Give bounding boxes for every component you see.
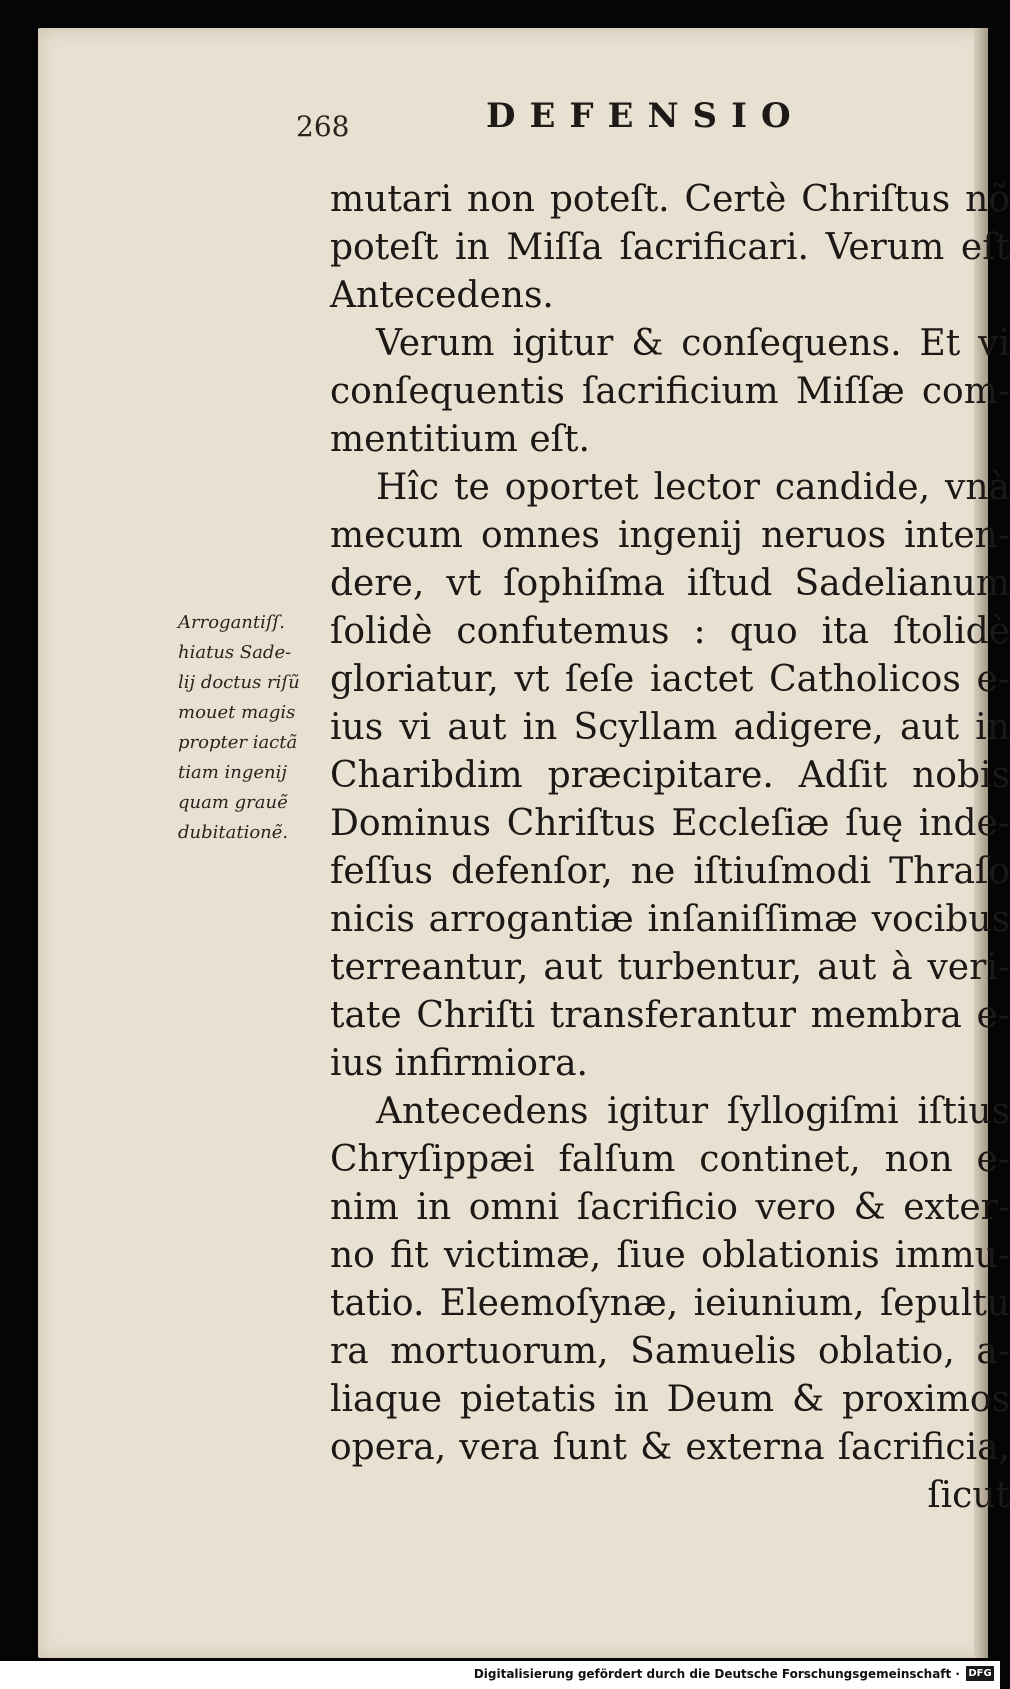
marginal-note-line: propter iactã	[178, 732, 298, 753]
text-line: dere, vt ſophiſma iſtud Sadelianum	[330, 563, 1010, 604]
text-line: ius vi aut in Scyllam adigere, aut in	[330, 707, 1010, 748]
text-line: gloriatur, vt ſeſe iactet Catholicos e-	[330, 659, 1010, 700]
text-line: terreantur, aut turbentur, aut à veri-	[330, 947, 1010, 988]
marginal-note-line: quam grauẽ	[178, 792, 288, 813]
catchword: ſicut	[927, 1475, 1010, 1516]
marginal-note	[178, 608, 320, 848]
text-line: nim in omni ſacrificio vero & exter-	[330, 1187, 1010, 1228]
text-line: mecum omnes ingenij neruos inten-	[330, 515, 1010, 556]
text-line: no fit victimæ, ſiue oblationis immu-	[330, 1235, 1010, 1276]
footer-bar	[0, 1661, 1000, 1689]
text-line: liaque pietatis in Deum & proximos	[330, 1379, 1010, 1420]
text-line: Dominus Chriſtus Eccleſiæ ſuę inde-	[330, 803, 1010, 844]
text-line: Chryſippæi falſum continet, non e-	[330, 1139, 1010, 1180]
running-head: DEFENSIO	[486, 96, 805, 136]
text-line: Antecedens igitur ſyllogiſmi iſtius	[376, 1091, 1010, 1132]
page-header	[296, 96, 896, 146]
text-line: tatio. Eleemoſynæ, ieiunium, ſepultu	[330, 1283, 1010, 1324]
marginal-note-line: mouet magis	[178, 702, 296, 723]
text-line: Charibdim præcipitare. Adſit nobis	[330, 755, 1010, 796]
text-line: mutari non poteſt. Certè Chriſtus nõ	[330, 179, 1010, 220]
text-line: opera, vera ſunt & externa ſacrificia,	[330, 1427, 1010, 1468]
marginal-note-line: hiatus Sade-	[178, 642, 292, 663]
text-line: ra mortuorum, Samuelis oblatio, a-	[330, 1331, 1010, 1372]
funding-credit: Digitalisierung gefördert durch die Deutsche Forschungsgemeinschaft ·	[473, 1667, 960, 1681]
text-line: poteſt in Miſſa ſacrificari. Verum eſt	[330, 227, 1010, 268]
marginal-note-line: lij doctus riſũ	[178, 672, 300, 693]
text-line: Antecedens.	[330, 275, 554, 316]
body-text	[330, 176, 1010, 1520]
text-line: nicis arrogantiæ inſaniſſimæ vocibus	[330, 899, 1010, 940]
text-line: ius infirmiora.	[330, 1043, 588, 1084]
book-page	[38, 28, 1010, 1658]
text-line: Hîc te oportet lector candide, vnà	[376, 467, 1010, 508]
text-line: ſolidè confutemus : quo ita ſtolidè	[330, 611, 1010, 652]
page-number: 268	[296, 110, 350, 143]
text-line: conſequentis ſacrificium Miſſæ com-	[330, 371, 1010, 412]
marginal-note-line: dubitationẽ.	[178, 822, 289, 843]
dfg-logo: DFG	[966, 1666, 994, 1681]
text-line: tate Chriſti transferantur membra e-	[330, 995, 1010, 1036]
marginal-note-line: tiam ingenij	[178, 762, 287, 783]
text-line: Verum igitur & conſequens. Et vi	[376, 323, 1010, 364]
text-line: feſſus defenſor, ne iſtiuſmodi Thraſo	[330, 851, 1010, 892]
marginal-note-line: Arrogantiſſ.	[178, 612, 285, 633]
text-line: mentitium eſt.	[330, 419, 590, 460]
